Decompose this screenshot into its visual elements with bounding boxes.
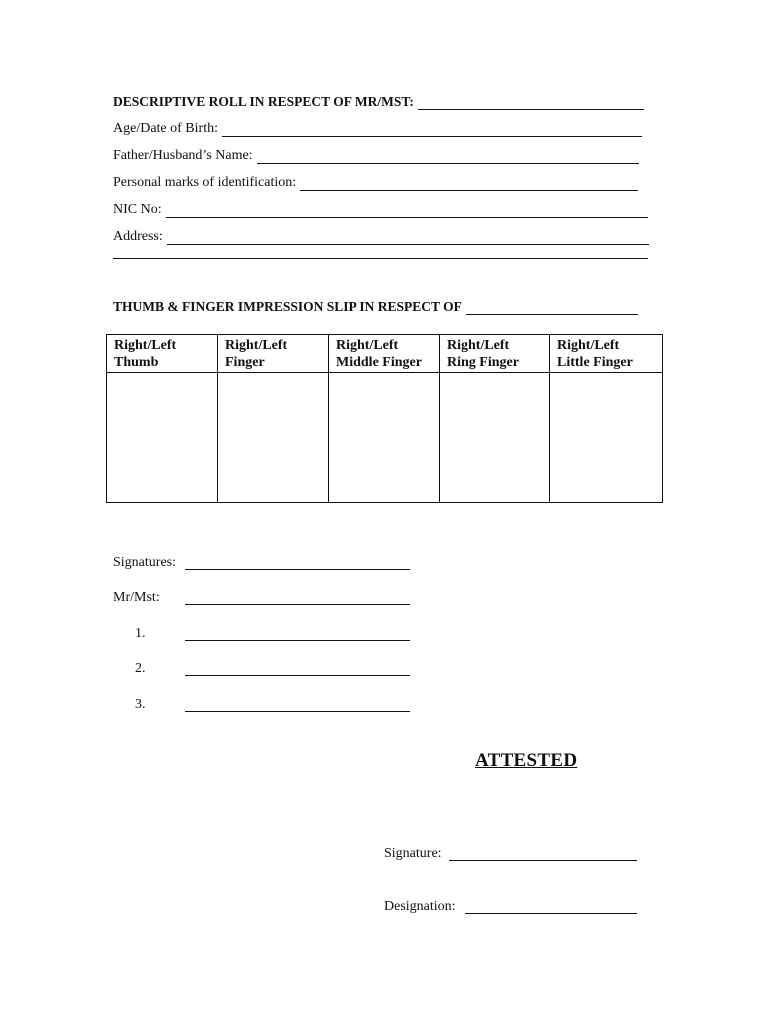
witness-1-number: 1.	[135, 626, 146, 641]
signatures-fill-line[interactable]	[185, 569, 410, 570]
column-header-line2: Finger	[225, 355, 265, 370]
column-header-line2: Little Finger	[557, 355, 633, 370]
impression-heading-row	[113, 299, 638, 315]
designation-fill-line[interactable]	[465, 913, 637, 914]
field-row-address	[113, 229, 649, 245]
age-dob-fill-line[interactable]	[222, 124, 642, 137]
column-header-line1: Right/Left	[336, 338, 399, 353]
column-header-line1: Right/Left	[447, 338, 510, 353]
witness-2-number: 2.	[135, 661, 146, 676]
column-header-thumb	[107, 335, 218, 373]
impression-table-header	[107, 335, 663, 373]
nic-fill-line[interactable]	[166, 205, 648, 218]
father-husband-name-label: Father/Husband’s Name:	[113, 148, 253, 163]
thumb-impression-box[interactable]	[107, 373, 218, 503]
mr-mst-fill-line[interactable]	[185, 604, 410, 605]
age-dob-label: Age/Date of Birth:	[113, 121, 218, 136]
field-row-nic	[113, 202, 648, 218]
identification-marks-fill-line[interactable]	[300, 178, 638, 191]
column-header-line2: Thumb	[114, 355, 159, 370]
field-row-father	[113, 148, 639, 164]
middle-finger-impression-box[interactable]	[329, 373, 440, 503]
father-husband-fill-line[interactable]	[257, 151, 639, 164]
column-header-line1: Right/Left	[557, 338, 620, 353]
address-continuation-line[interactable]	[113, 258, 648, 259]
finger-impression-box[interactable]	[218, 373, 329, 503]
witness-3-fill-line[interactable]	[185, 711, 410, 712]
little-finger-impression-box[interactable]	[550, 373, 663, 503]
field-row-marks	[113, 175, 638, 191]
nic-no-label: NIC No:	[113, 202, 162, 217]
witness-3-number: 3.	[135, 697, 146, 712]
column-header-line2: Ring Finger	[447, 355, 519, 370]
designation-label: Designation:	[384, 899, 456, 914]
impression-table-body-row	[107, 373, 663, 503]
column-header-middle-finger	[329, 335, 440, 373]
impression-slip-heading: THUMB & FINGER IMPRESSION SLIP IN RESPECT OF	[113, 299, 462, 314]
signatures-label: Signatures:	[113, 555, 176, 570]
ring-finger-impression-box[interactable]	[440, 373, 550, 503]
witness-2-fill-line[interactable]	[185, 675, 410, 676]
name-fill-line[interactable]	[418, 97, 644, 110]
attest-signature-label: Signature:	[384, 846, 442, 861]
attested-title: ATTESTED	[475, 750, 578, 771]
column-header-ring-finger	[440, 335, 550, 373]
attest-signature-fill-line[interactable]	[449, 860, 637, 861]
column-header-line1: Right/Left	[225, 338, 288, 353]
column-header-line2: Middle Finger	[336, 355, 422, 370]
address-label: Address:	[113, 229, 163, 244]
witness-1-fill-line[interactable]	[185, 640, 410, 641]
descriptive-roll-heading: DESCRIPTIVE ROLL IN RESPECT OF MR/MST:	[113, 94, 414, 109]
column-header-line1: Right/Left	[114, 338, 177, 353]
mr-mst-label: Mr/Mst:	[113, 590, 160, 605]
identification-marks-label: Personal marks of identification:	[113, 175, 297, 190]
impression-table	[106, 334, 663, 503]
impression-name-fill-line[interactable]	[466, 302, 638, 315]
address-fill-line[interactable]	[167, 232, 649, 245]
column-header-finger	[218, 335, 329, 373]
column-header-little-finger	[550, 335, 663, 373]
field-row-age	[113, 121, 642, 137]
descriptive-roll-heading-row	[113, 94, 644, 110]
